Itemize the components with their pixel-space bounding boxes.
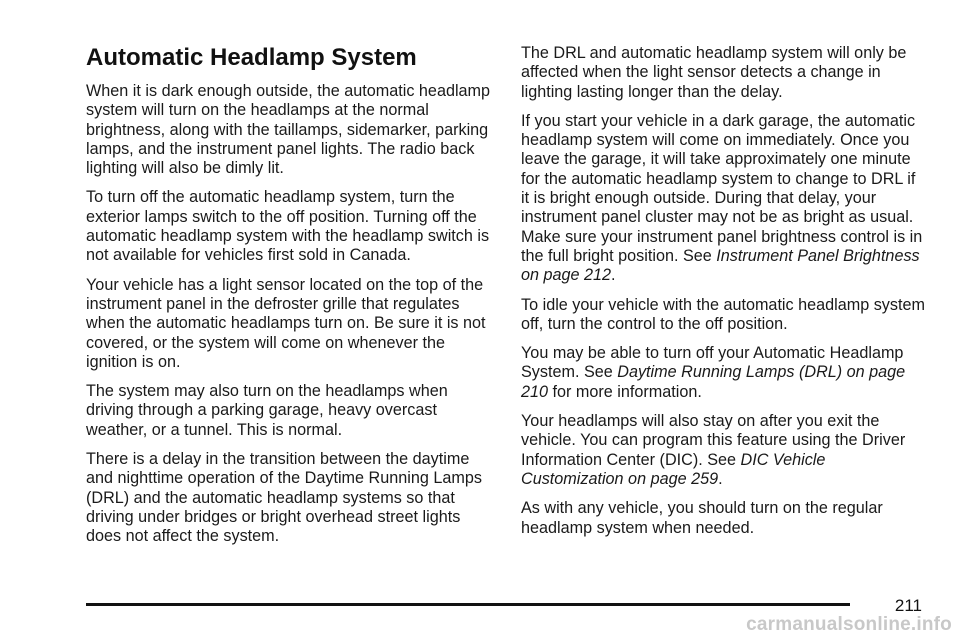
paragraph: The DRL and automatic headlamp system will only be affected when the light sensor detects a change in lighting lasting longer than the delay. xyxy=(521,44,907,101)
paragraph-text: . xyxy=(718,469,723,488)
paragraph xyxy=(521,344,927,402)
paragraph xyxy=(521,412,927,489)
right-column xyxy=(521,44,927,548)
paragraph: To idle your vehicle with the automatic headlamp system off, turn the control to the off position. xyxy=(521,295,925,333)
paragraph: To turn off the automatic headlamp system, turn the exterior lamps switch to the off position. Turning off the automatic headlamp system with the headlamp switch is not available for vehicles first sold in Canada. xyxy=(86,188,490,265)
paragraph: As with any vehicle, you should turn on the regular headlamp system when needed. xyxy=(521,499,883,537)
page-number: 211 xyxy=(894,596,922,615)
paragraph: There is a delay in the transition between the daytime and nighttime operation of the Daytime Running Lamps (DRL) and the automatic headlamp systems so that driving under bridges or bright overhead street lights does not affect the system. xyxy=(86,450,482,546)
paragraph: The system may also turn on the headlamps when driving through a parking garage, heavy overcast weather, or a tunnel. This is normal. xyxy=(86,382,448,439)
paragraph: When it is dark enough outside, the automatic headlamp system will turn on the headlamps at the normal brightness, along with the taillamps, sidemarker, parking lamps, and the instrument panel lights. The radio back lighting will also be dimly lit. xyxy=(86,82,491,178)
paragraph-text: Your headlamps will also stay on after you exit the vehicle. You can program this feature using the Driver Information Center (DIC). See xyxy=(521,412,906,469)
cross-reference-link[interactable]: Daytime Running Lamps (DRL) on page 210 xyxy=(521,363,906,401)
paragraph xyxy=(521,112,927,286)
paragraph-text: for more information. xyxy=(548,382,702,401)
paragraph: Your vehicle has a light sensor located on the top of the instrument panel in the defroster grille that regulates when the automatic headlamps turn on. Be sure it is not covered, or the system will come on whenever the ignition is on. xyxy=(86,275,486,371)
page-title: Automatic Headlamp System xyxy=(86,44,417,71)
paragraph-text: If you start your vehicle in a dark garage, the automatic headlamp system will come on immediately. Once you leave the garage, it will take approximately one minute for the automatic headlamp system to change to DRL if it is bright enough outside. During that delay, your instrument panel cluster may not be as bright as usual. Make sure your instrument panel brightness control is in the full bright position. See xyxy=(521,111,923,265)
watermark: carmanualsonline.info xyxy=(746,614,952,635)
left-column xyxy=(86,44,491,557)
cross-reference-link[interactable]: DIC Vehicle Customization on page 259 xyxy=(521,450,826,488)
paragraph-text: You may be able to turn off your Automatic Headlamp System. See xyxy=(521,344,904,382)
footer-rule xyxy=(86,603,850,606)
paragraph-text: . xyxy=(611,266,616,285)
cross-reference-link[interactable]: Instrument Panel Brightness on page 212 xyxy=(521,246,920,285)
